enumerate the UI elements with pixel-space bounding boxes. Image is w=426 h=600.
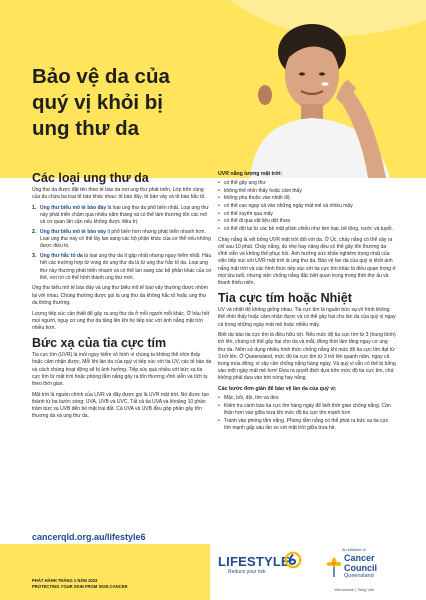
circle-six-icon <box>284 551 302 569</box>
solar-uvr-list <box>218 180 396 233</box>
simple-steps-heading: Các bước đơn giản để bảo vệ làn da của quý vị: <box>218 386 337 393</box>
lifestyle-wordmark: LIFESTYLE <box>218 554 290 569</box>
section-heading-uv: Bức xạ của tia cực tím <box>32 336 167 351</box>
uv-heat-paragraph-1: UV và nhiệt độ không giống nhau. Tia cực tím là nguồn bức xạ vô hình không thể nhìn thấy hoặc cảm nhận được và có thể gây hại cho làn da của quý vị ngay cả trong những ngày mát mẻ hoặc nhiều mây. <box>218 307 396 328</box>
item-term: Ung thư biểu mô tế bào vảy <box>40 229 106 236</box>
uv-paragraph-1: Tia cực tím (UVR) là mối nguy hiểm vô hình vì chúng ta không thể nhìn thấy hoặc cảm nhận được. Mỗi khi làn da của quý vị tiếp xúc với tia UV, các tế bào da và cách chúng hoạt động sẽ bị ảnh hưởng. Tiếp xúc quá nhiều với bức xạ tia cực tím từ mặt trời hoặc phòng tắm nắng gây ra tổn thương vĩnh viễn và tích tụ theo thời gian. <box>32 352 212 387</box>
daffodil-icon <box>326 556 342 578</box>
simple-steps-list <box>218 395 396 432</box>
list-item: • có thể xuyên qua mây <box>218 211 396 218</box>
cancer-council-name <box>344 554 377 573</box>
right-column <box>218 171 396 435</box>
list-item <box>32 205 212 227</box>
types-paragraph-3: Lượng tiếp xúc cần thiết để gây ra ung thư da ở mỗi người mỗi khác. Ở hầu hết mọi người, nguy cơ ung thư da tăng lên khi họ tiếp xúc với ánh nắng mặt trời nhiều hơn. <box>32 310 210 331</box>
list-item: • có thể dội lại từ các bề mặt phản chiếu như kim loại, bê tông, nước và tuyết. <box>218 226 396 233</box>
item-term: Ung thư biểu mô tế bào đáy <box>40 204 107 211</box>
cc-name-line: Council <box>344 562 377 573</box>
types-paragraph-2: Ung thư biểu mô tế bào đáy và ung thư biểu mô tế bào vảy thường được nhóm lại với nhau. Chúng thường được gọi là ung thư da không hắc tố hoặc ung thư da thông thường. <box>32 285 208 306</box>
publication-title: PROTECTING YOUR SKIN FROM SKIN CANCER <box>32 583 128 589</box>
list-item <box>32 229 212 251</box>
list-item: • không phụ thuộc vào nhiệt độ <box>218 195 396 202</box>
item-number: 2. <box>32 229 37 236</box>
types-intro: Ung thư da được đặt tên theo tế bào da nơi ung thư phát triển. Lớp trên cùng của da chứa ba loại tế bào khác nhau: tế bào đáy, tế bào vảy và tế bào hắc tố. <box>32 187 206 201</box>
initiative-label: An initiative of <box>342 548 366 552</box>
cc-name-line: Cancer <box>344 553 375 563</box>
left-column <box>32 171 212 424</box>
item-text: là loại ung thư da ít gặp nhất nhưng nguy hiểm nhất. Hầu hết các trường hợp từ vong do ung thư da là từ ung thư hắc tố da. Loại ung thư này thường phát triển nhanh và có thể lan sang các bộ phận khác của cơ thể, nơi nó có thể hình thành ung thư mới. <box>40 253 212 281</box>
item-number: 3. <box>32 253 37 260</box>
list-item: • Mặc, bôi, đội, tìm và đeo <box>218 395 396 402</box>
uv-paragraph-2: Mặt trời là nguồn chính của UVR và đây được gọi là UVR mặt trời. Nó được tạo thành từ ba bước sóng: UVA, UVB và UVC. Tất cả tia UVA và khoảng 10 phần trăm bức xạ UVB đến bề mặt trái đất. Cả UVA và UVB đều góp phần gây tổn thương da và ung thư da. <box>32 391 209 420</box>
section-heading-uv-heat: Tia cực tím hoặc Nhiệt <box>218 291 352 306</box>
uv-heat-paragraph-2: Biết dự báo tia cực tím là điều hữu ích. Nếu mức độ tia cực tím từ 3 (trung bình) trở lên, chúng có thể gây hại cho da và mắt, đồng thời làm tăng nguy cơ ung thư da. Nếm sử dụng nhiều hình thức chống nắng khi mức độ tia cực tím đạt từ 3 trở lên. Ở Queensland, mức độ tia cực tím từ 3 trở lên quanh năm, ngay cả trong mùa đông, vì vậy cần chống nắng hàng ngày. Và quý vị vẫn có thể bị bỏng vào một ngày mát mẻ hơn! Đưa ra quyết định dựa trên mức độ tia cực tím, chứ không phải dựa vào trời nóng hay nắng. <box>218 332 396 382</box>
list-item: • Kiểm tra cảnh báo tia cực tím hàng ngày để biết thời gian chống nắng. Cần thận hơn vào giữa trưa khi mức độ tia cực tím mạnh hơn <box>218 403 396 417</box>
sunburn-paragraph: Cháy nắng là vết bỏng UVR mặt trời đối với da. Ở Úc, cháy nắng có thể xảy ra chỉ sau 10 phút. Cháy nắng, dù nhẹ hay nặng đều có thể gây tổn thương da vĩnh viễn và không thể phục hồi. Ánh hưởng sức khỏe nghiêm trọng nhất của việc tiếp xúc với UVR mặt trời là ung thư da. Bảo vệ làn da của quý vị khỏi ánh nắng mặt trời và các hình thức tiếp xúc với tia cực tím khác là điều quan trọng ở mọi lứa tuổi, nhưng việc chống nắng đặc biệt quan trọng trong thời thơ ấu và thanh thiếu niên. <box>218 236 396 286</box>
item-text: là loại ung thư da phổ biến nhất. Loại ung thư này phát triển chậm qua nhiều năm tháng và có thể làm thương tổn các mô và cơ quan lân cận nếu không được điều trị. <box>40 204 209 226</box>
list-item: • có thể gây ung thư <box>218 180 396 187</box>
header-banner <box>0 0 426 178</box>
title-line: Bảo vệ da của <box>32 65 170 88</box>
uv-list-heading: UVR nắng lượng mặt trời: <box>218 171 283 177</box>
list-item: • có thể cao ngay cả vào những ngày mát mẻ và nhiều mây <box>218 203 396 210</box>
item-term: Ung thư hắc tố da <box>40 253 83 260</box>
list-item: • Tránh vào phòng tắm nắng. Phòng tắm nắng có thể phát ra bức xạ tia cực tím mạnh gấp sáu lần so với mặt trời giữa trưa hè. <box>218 418 396 432</box>
list-item: • có thể đi qua vật liệu dệt thưa <box>218 218 396 225</box>
website-link[interactable]: cancerqld.org.au/lifestyle6 <box>32 532 146 542</box>
section-heading-types: Các loại ung thư da <box>32 171 149 185</box>
lifestyle6-logo <box>218 554 290 575</box>
title-line: quý vị khỏi bị <box>32 91 163 114</box>
title-line: ung thư da <box>32 117 140 140</box>
publication-date: PHÁT HÀNH THÁNG 1 NĂM 2023 <box>32 578 98 583</box>
page-title <box>32 64 170 142</box>
skin-cancer-types-list <box>32 205 212 282</box>
list-item <box>32 253 212 282</box>
cancer-council-logo <box>326 548 406 592</box>
lifestyle-tagline: Reduce your risk <box>228 569 266 575</box>
cc-region: Queensland <box>344 573 374 579</box>
language-label: Vietnamese | Tiếng Việt <box>334 588 374 592</box>
man-applying-sunscreen-photo <box>190 0 426 178</box>
list-item: • không thể nhìn thấy hoặc cảm thấy <box>218 188 396 195</box>
item-text: ít phổ biến hơn nhưng phát triển nhanh hơn. Loại ung thư này có thể lây lan sang các bộ phận khác của cơ thể nếu không được điều trị. <box>40 229 211 250</box>
publication-info <box>32 578 128 589</box>
item-number: 1. <box>32 204 37 211</box>
